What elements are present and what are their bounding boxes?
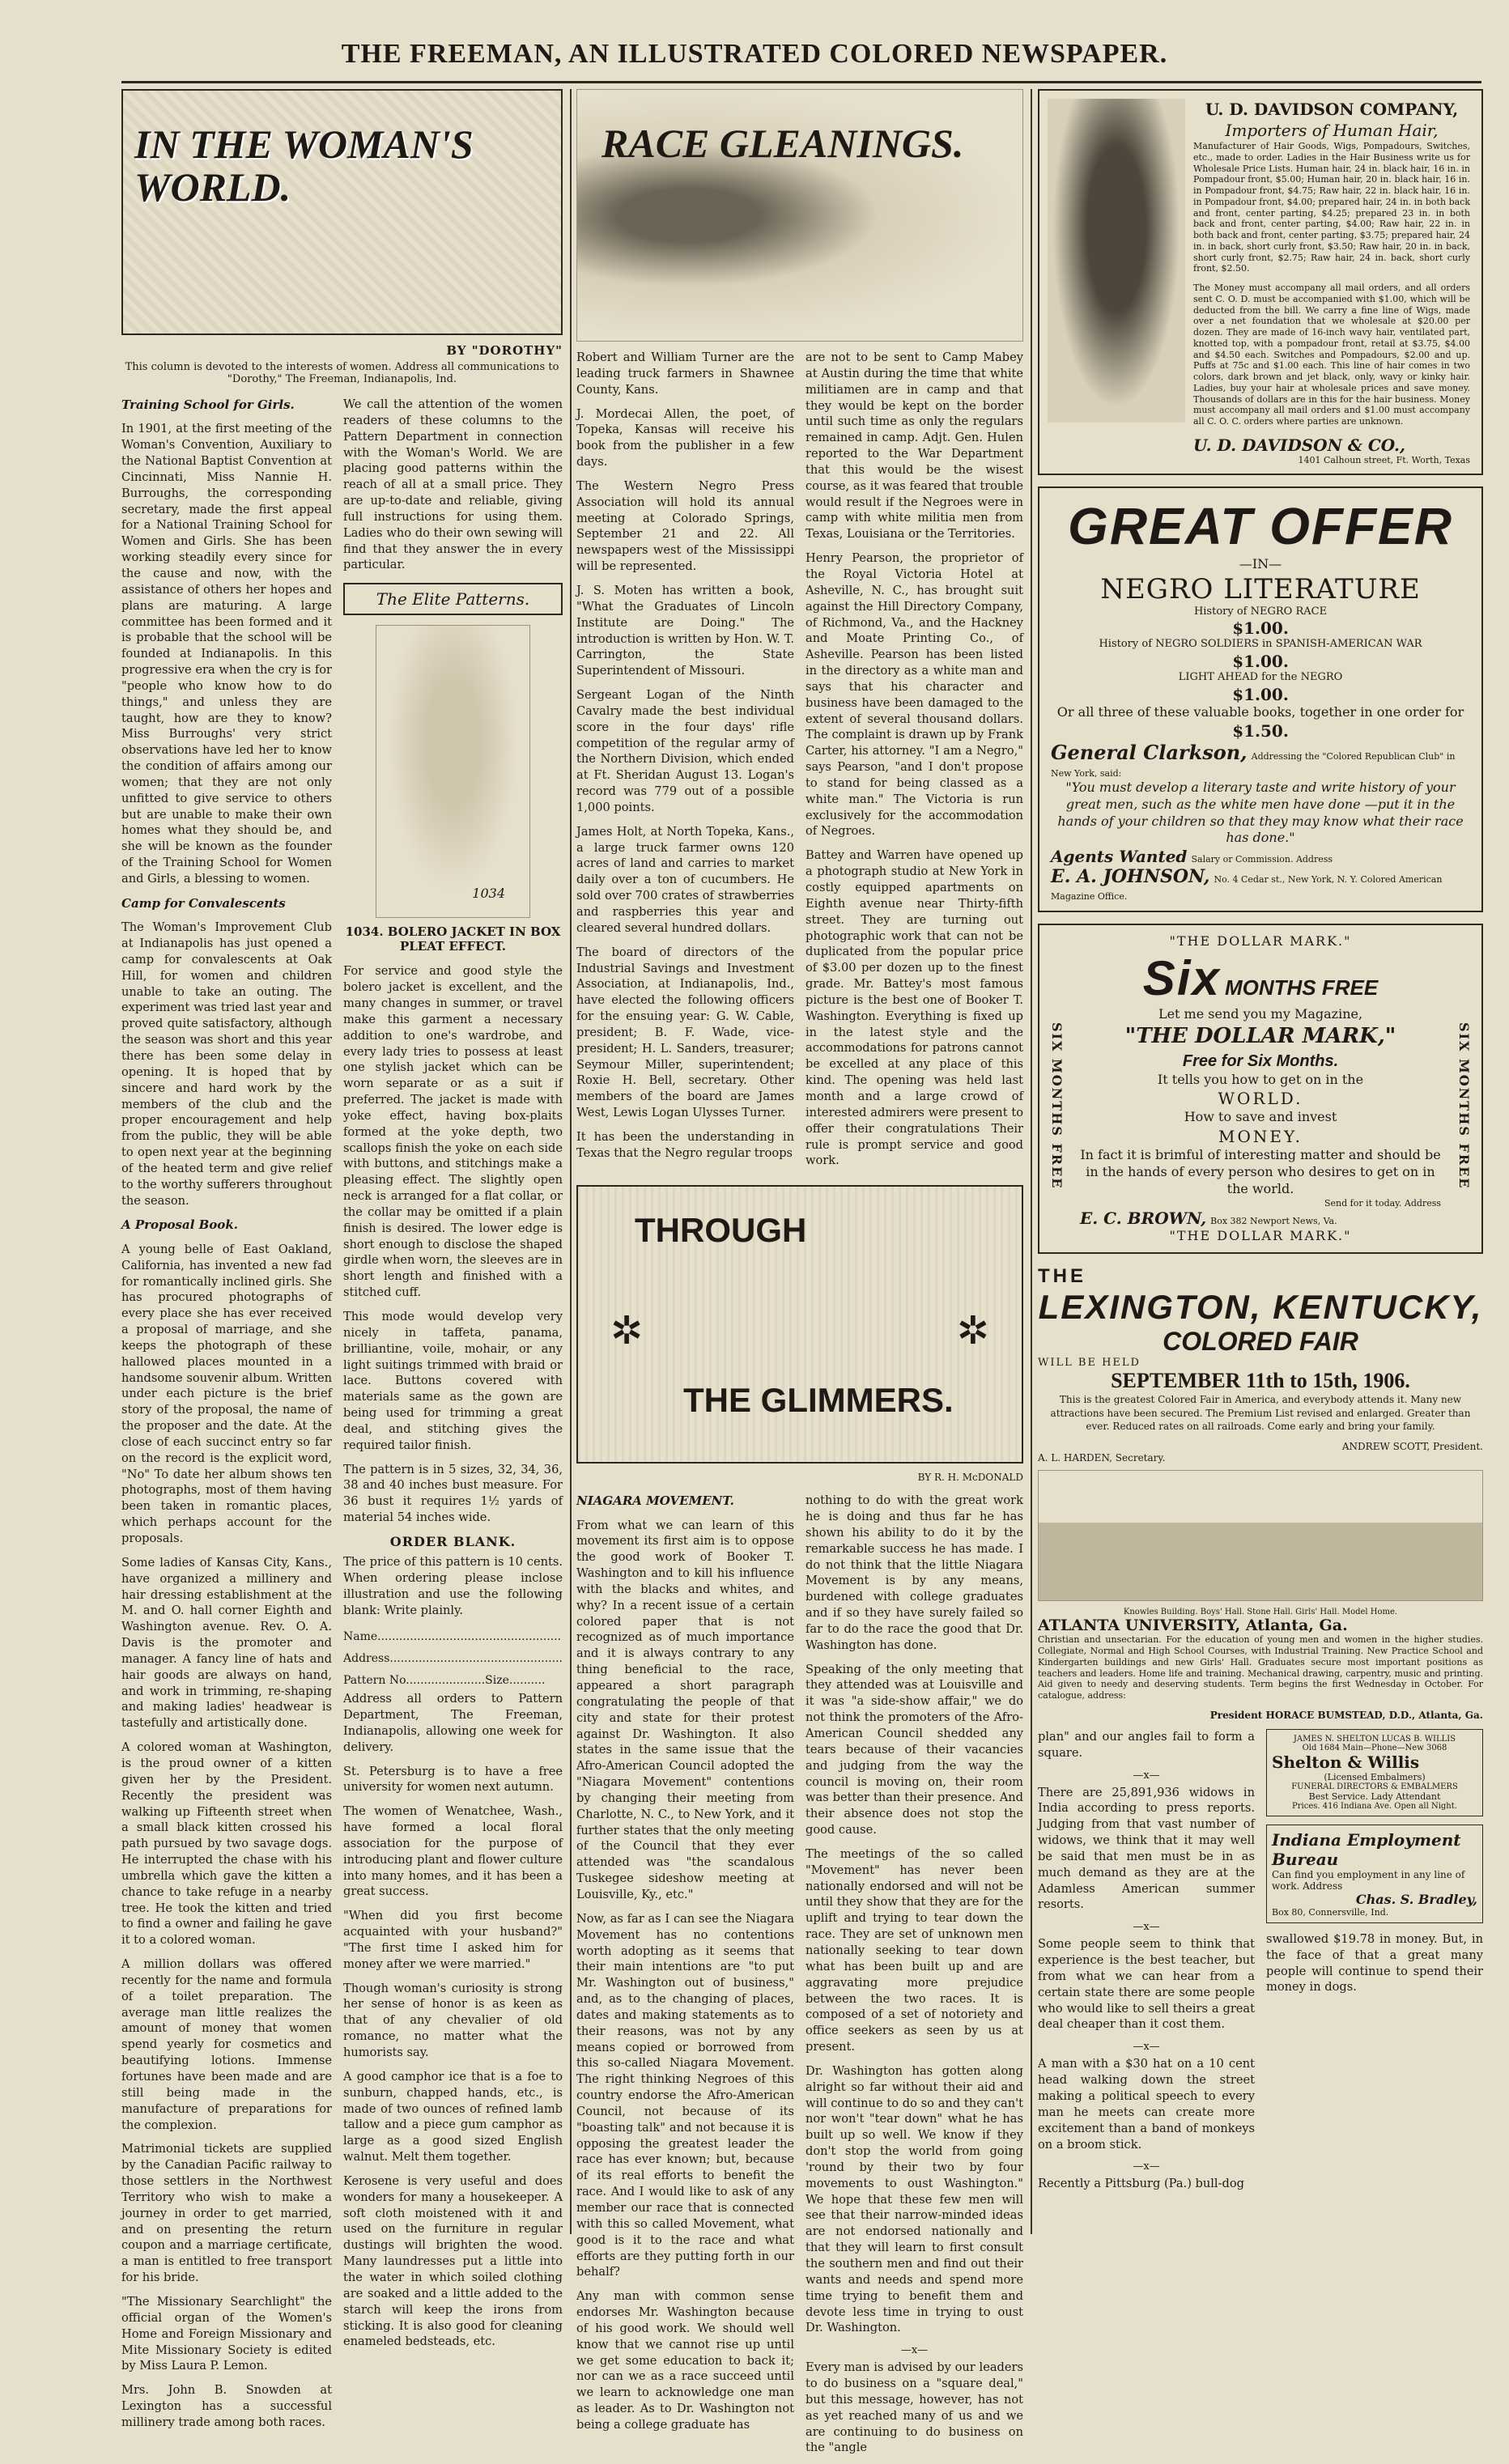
separator: —x— [1133, 2041, 1160, 2054]
offer-quote: "You must develop a literary taste and write history of your great men, such as the white men have done —put it in the hands of your children so that they may know what their race has done." [1057, 780, 1464, 846]
article-text: Mrs. John B. Snowden at Lexington has a successful millinery trade among both races. [121, 2383, 332, 2429]
separator: —x— [1133, 2160, 1160, 2173]
star-ornament-icon: ✲ [956, 1308, 989, 1354]
glimmers-byline: BY R. H. McDONALD [917, 1472, 1023, 1484]
article-text: The women of Wenatchee, Wash., have formed a local floral association for the purpose of introducing plant and flower culture into many homes, and it has been a great success. [343, 1804, 563, 1899]
star-ornament-icon: ✲ [610, 1308, 644, 1354]
subcol-left [576, 1493, 794, 2464]
offer-item: LIGHT AHEAD for the NEGRO [1178, 671, 1343, 684]
article-text: Dr. Washington has gotten along alright so far without their aid and will continue to do so and they can't nor won't "tear down" what he has built up so well. We know if they don't stop the world from going 'round by their two by four movements to oust Washington." We hope that these few men will see that their narrow-minded ideas are not endorsed nationally and that they will learn to first consult the southern men and find out their wants and needs and spend more time trying to benefit them and devote less time in trying to oust Dr. Washington. [806, 2063, 1023, 2335]
lex-text: This is the greatest Colored Fair in America, and everybody attends it. Many new attractions have been secured. The Premium List revised and enlarged. Greater than ever. Reduced rates on all railroads. Come early and bring your family. [1050, 1394, 1471, 1432]
article-text: Every man is advised by our leaders to do business on a "square deal," but this message, however, has not as yet reached many of us and we are continuing to do business on the "angle [806, 2360, 1023, 2455]
article-text: We call the attention of the women readers of these columns to the Pattern Department in connection with the Woman's World. We are placing good patterns within the reach of all at a small price. They are up-to-date and reliable, giving full instructions for using them. Ladies who do their own sewing will find that they answer the in every particular. [343, 397, 563, 572]
article-text: A young belle of East Oakland, California, has invented a new fad for romantically inclined girls. She has procured photographs of every place she has ever received a proposal of marriage, and she keeps the photograph of these hallowed places mounted in a handsome souvenir album. Written under each picture is the brief story of the proposal, the name of the proposer and the date. At the close of each succinct entry so far on the record is the explicit word, "No" To date her album shows ten photographs, most of them having been taken in romantic places, which perhaps account for the proposals. [121, 1242, 332, 1546]
column-race-gleanings [576, 89, 1023, 2455]
column-note: This column is devoted to the interests of women. Address all communications to "Dorothy," The Freeman, Indianapolis, Ind. [125, 361, 559, 385]
article-text: Now, as far as I can see the Niagara Movement has no contentions worth adopting as it seems that their main intentions are "to put Mr. Washington out of business," and, as to the changing of places, dates and making statements as to their reasons, was not by any means copied or borrowed from this so-called Niagara Movement. The right thinking Negroes of this country endorse the Afro-American Council, not because of its "boasting talk" and not because it is opposing the greatest leader the race has ever known; but, because of its real efforts to benefit the race. And I would like to ask of any member our race that is connected with this so called Movement, what good is it to the race and what efforts are they putting forth in our behalf? [576, 1911, 794, 2279]
dollar-mark-address: Box 382 Newport News, Va. [1210, 1215, 1337, 1226]
order-field-address: Address................................................ [343, 1651, 563, 1665]
article-text: In 1901, at the first meeting of the Woman's Convention, Auxiliary to the National Baptist Convention at Cincinnati, Miss Nannie H. Burroughs, the corresponding secretary, made the first appeal for a National Training School for Women and Girls. She has been working steadily every since for the cause and now, with the assistance of others her hopes and plans are maturing. A large committee has been formed and it is probable that the school will be founded at Indianapolis. In this progressive era when the cry is for "people who know how to do things," and unless they are taught, how are they to know? Miss Burroughs' very strict observations have led her to know the condition of affairs among our women; that they are not only unfitted to give service to others but are unable to make their own homes what they should be, and she will be known as the founder of the Training School for Women and Girls, a blessing to women. [121, 422, 332, 886]
campus-labels: Knowles Building. Boys' Hall. Stone Hall. Girls' Hall. Model Home. [1123, 1608, 1398, 1617]
article-text: Sergeant Logan of the Ninth Cavalry made the best individual score in the four days' rifle competition of the regular army of the Northern Division, which ended at Ft. Sheridan August 13. Logan's record was 779 out of a possible 1,000 points. [576, 688, 794, 814]
sidehead: Training School for Girls. [121, 397, 295, 412]
article-text: From what we can learn of this movement its first aim is to oppose the good work of Booker T. Washington and to kill his influence with the blacks and whites, and why? In a recent issue of a certain colored paper that is not recognized as of much importance and it is always contrary to any thing beneficial to the race, appeared a short paragraph congratulating the people of that city and state for their protest against Dr. Washington. It also states in the same issue that the Afro-American Council adopted the "Niagara Movement" contentions by changing their meeting from Charlotte, N. C., to New York, and it further states that the only meeting of the Council that they ever attended was "the scandalous Tuskegee sideshow meeting at Louisville, Ky., etc." [576, 1518, 794, 1901]
dollar-mark-world: WORLD. [1218, 1089, 1303, 1109]
article-text: swallowed $19.78 in money. But, in the face of that a great many people will continue to spend their money in dogs. [1266, 1931, 1483, 1995]
subcol-left [121, 397, 332, 2439]
offer-price: $1.00. [1232, 618, 1289, 639]
sw-names: JAMES N. SHELTON LUCAS B. WILLIS [1293, 1734, 1456, 1744]
article-text: The Western Negro Press Association will hold its annual meeting at Colorado Springs, September 21 and 22. All newspapers west of the Mississippi will be represented. [576, 478, 794, 574]
lex-will: WILL BE HELD [1038, 1357, 1141, 1370]
dollar-mark-side-right: SIX MONTHS FREE [1456, 1022, 1472, 1190]
ieb-title: Indiana Employment Bureau [1272, 1829, 1461, 1869]
column-rule [570, 89, 572, 2234]
offer-agents: Agents Wanted [1051, 847, 1188, 867]
lex-secretary: A. L. HARDEN, Secretary. [1038, 1452, 1166, 1464]
race-gleanings-heading-art [576, 89, 1023, 342]
article-text: The board of directors of the Industrial Savings and Investment Association, at Indianapolis, Ind., have elected the following officers for the ensuing year: G. W. Cable, president; B. F. Wade, vice-president; H. L. Sanders, treasurer; Seymour Miller, superintendent; Roxie H. Bell, secretary. Other members of the board are James West, Lewis Logan Ulysses Turner. [576, 945, 794, 1120]
through-the-glimmers-heading-art [576, 1185, 1023, 1464]
article-text: This mode would develop very nicely in taffeta, panama, brilliantine, voile, mohair, or any light suitings trimmed with braid or lace. Buttons covered with materials same as the gown are being used for trimming a great deal, and stitching gives the required tailor finish. [343, 1310, 563, 1452]
dollar-mark-side-left: SIX MONTHS FREE [1049, 1022, 1065, 1190]
two-columns [121, 397, 563, 2439]
bolero-jacket-illustration [376, 625, 530, 918]
article-text: plan" and our angles fail to form a square. [1038, 1729, 1255, 1760]
article-text: J. S. Moten has written a book, "What the Graduates of Lincoln Institute are Doing." The introduction is written by Hon. W. T. Carrington, the State Superintendent of Missouri. [576, 583, 794, 678]
article-text: A million dollars was offered recently for the name and formula of a toilet preparation. The average man little realizes the amount of money that women spend yearly for cosmetics and beautifying lotions. Immense fortunes have been made and are still being made in the manufacture of preparations for the complexion. [121, 1957, 332, 2132]
article-text: Address all orders to Pattern Department, The Freeman, Indianapolis, allowing one week for delivery. [343, 1692, 563, 1754]
separator: —x— [1133, 1769, 1160, 1782]
dollar-mark-money: MONEY. [1218, 1127, 1303, 1147]
offer-price: $1.50. [1232, 721, 1289, 741]
article-text: Robert and William Turner are the leading truck farmers in Shawnee County, Kans. [576, 350, 794, 397]
dollar-mark-text: Let me send you my Magazine, [1158, 1006, 1363, 1022]
subcol-right [806, 350, 1023, 1177]
subcol-left [576, 350, 794, 1177]
sw-phone: Old 1684 Main—Phone—New 3068 [1302, 1743, 1447, 1752]
article-text: Kerosene is very useful and does wonders for many a housekeeper. A soft cloth moistened with it and used on the furniture in regular dustings will brighten the wood. Many laundresses put a little into the water in which soiled clothing are soaked and a little added to the starch will keep the irons from sticking. It is also good for cleaning enameled bedsteads, etc. [343, 2173, 563, 2349]
article-text: Matrimonial tickets are supplied by the Canadian Pacific railway to those settlers in the Northwest Territory who wish to make a journey in order to get married, and on presenting the return coupon and a marriage certificate, a man is entitled to free transport for his bride. [121, 2142, 332, 2285]
dollar-mark-free: Free for Six Months. [1182, 1051, 1339, 1070]
article-text: Battey and Warren have opened up a photograph studio at New York in costly equipped apartments on Eighth avenue near Thirty-fifth street. They are turning out photographic work that can not be duplicated from the popular price of $3.00 per dozen up to the finest grade. Mr. Battey's most famous picture is the best one of Booker T. Washington. Everything is fixed up in the latest style and the accommodations for patrons cannot be excelled at any place of this kind. The opening was held last month and a large crowd of interested admirers were present to offer their congratulations Their rule is prompt service and good work. [806, 848, 1023, 1168]
davidson-text: Manufacturer of Hair Goods, Wigs, Pompadours, Switches, etc., made to order. Ladies in the Hair Business write us for Wholesale Price Lists. Human hair, 24 in. black hair, 16 in. in Pompadour front, $5.00; Human hair, 20 in. black hair, 16 in. in Pompadour front, $4.75; Raw hair, 22 in. black hair, 16 in. in Pompadour front, $4.00; prepared hair, 24 in. in both back and front, center parting, $4.25; prepared 23 in. in both back and front, center parting, $4.00; Raw hair, 22 in. in both back and front, center parting, $3.75; prepared hair, 24 in. in back, short curly front, $3.50; Raw hair, 20 in. in back, short curly front, $2.75; Raw hair, 24 in. back, short curly front, $2.50. [1193, 141, 1470, 274]
offer-price: $1.00. [1232, 685, 1289, 705]
article-text: Speaking of the only meeting that they attended was at Louisville and it was "a side-show affair," we do not think the promoters of the Afro-American Council shedded any tears because of their vacancies and judging from the way the council is moving on, their room was better than their presence. And their absence does not stop the good cause. [806, 1662, 1023, 1837]
two-columns [1038, 1729, 1483, 2200]
race-gleanings-heading: RACE GLEANINGS. [601, 121, 964, 166]
article-text: A colored woman at Washington, is the proud owner of a kitten given her by the President. Recently the president was walking up Fifteenth street when a small black kitten crossed his path pursued by two savage dogs. He interrupted the chase with his umbrella which gave the kitten a chance to take refuge in a nearby tree. He took the kitten and tried to find a owner and failing he gave it to a colored woman. [121, 1740, 332, 1948]
article-text: J. Mordecai Allen, the poet, of Topeka, Kansas will receive his book from the publisher in a few days. [576, 406, 794, 469]
subcol-right [1266, 1729, 1483, 2200]
lex-colored-fair: COLORED FAIR [1163, 1327, 1358, 1357]
article-text: The Woman's Improvement Club at Indianapolis has just opened a camp for convalescents at Oak Hill, for women and children unable to take an outing. The experiment was tried last year and proved quite satisfactory, although the season was short and this year there has been some delay in opening. It is hoped that by sincere and hard work by the members of the club and the proper encouragement and help from the public, they will be able to open next year at the beginning of the heated term and give relief to the worthy sufferers throughout the season. [121, 920, 332, 1208]
davidson-signature: U. D. DAVIDSON & CO., [1193, 435, 1405, 455]
subcol-right [343, 397, 563, 2439]
byline: BY "DOROTHY" [446, 343, 563, 358]
offer-item: History of NEGRO SOLDIERS in SPANISH-AMERICAN WAR [1099, 638, 1422, 651]
subcol-left [1038, 1729, 1255, 2200]
top-rule [121, 81, 1481, 83]
column-rule [1031, 89, 1032, 2234]
figure-number: 1034 [472, 886, 505, 902]
dollar-mark-six: Six [1142, 951, 1221, 1005]
offer-general: General Clarkson, [1051, 741, 1248, 765]
ieb-signature: Chas. S. Bradley, [1355, 1891, 1477, 1907]
order-field-name: Name................................................... [343, 1630, 562, 1644]
employment-bureau-ad [1266, 1825, 1483, 1923]
article-text: Recently a Pittsburg (Pa.) bull-dog [1038, 2177, 1244, 2191]
lex-president: ANDREW SCOTT, President. [1341, 1441, 1483, 1453]
glimmers-title-bottom: THE GLIMMERS. [683, 1381, 954, 1420]
order-field-pattern: Pattern No......................Size.......... [343, 1673, 546, 1687]
lex-date: SEPTEMBER 11th to 15th, 1906. [1111, 1369, 1410, 1393]
article-text: Any man with common sense endorses Mr. Washington because of his good work. We should well know that we cannot rise up until we get some education to back it; nor can we as a race succeed until we learn to acknowledge one man as leader. As to Dr. Washington not being a college graduate has [576, 2289, 794, 2432]
subcol-right [806, 1493, 1023, 2464]
davidson-text: The Money must accompany all mail orders, and all orders sent C. O. D. must be accompanied with $1.00, which will be deducted from the bill. We carry a fine line of Wigs, made over a net foundation that we wholesale at $20.00 per dozen. They are made of 16-inch wavy hair, ventilated part, knotted top, with a pompadour front, retail at $3.75, $4.00 and $4.50 each. Switches and Pompadours, $2.00 and up. Puffs at 75c and $1.00 each. This line of hair comes in two colors, dark brown and jet black, only, wavy or kinky hair. Ladies, buy your hair at wholesale prices and save money. Thousands of dollars are in this for the hair business. Money must accompany all mail orders and $1.00 must accompany all C. O. C. orders where parties are unknown. [1193, 283, 1470, 427]
lex-title: LEXINGTON, KENTUCKY, [1038, 1288, 1483, 1327]
dollar-mark-bottom: "THE DOLLAR MARK." [1169, 1227, 1352, 1243]
wig-illustration [1048, 99, 1185, 423]
sw-title: Shelton & Willis [1272, 1752, 1420, 1772]
lex-the: THE [1038, 1265, 1086, 1288]
davidson-address: 1401 Calhoun street, Ft. Worth, Texas [1298, 454, 1470, 465]
offer-agents-note: Salary or Commission. Address [1191, 854, 1333, 865]
womans-world-heading: IN THE WOMAN'S WORLD. [134, 121, 474, 210]
offer-signature: E. A. JOHNSON, [1051, 866, 1210, 888]
dollar-mark-text: It tells you how to get on in the [1157, 1071, 1364, 1087]
article-text: The price of this pattern is 10 cents. When ordering please inclose illustration and use the following blank: Write plainly. [343, 1554, 563, 1617]
column-womans-world [121, 89, 563, 2429]
figure-caption: 1034. BOLERO JACKET IN BOX PLEAT EFFECT. [345, 924, 561, 954]
sw-licensed: (Licensed Embalmers) [1324, 1771, 1426, 1782]
atlanta-president: President HORACE BUMSTEAD, D.D., Atlanta, Ga. [1209, 1709, 1483, 1721]
atlanta-title: ATLANTA UNIVERSITY, Atlanta, Ga. [1038, 1616, 1348, 1635]
ieb-address: Box 80, Connersville, Ind. [1272, 1906, 1389, 1918]
article-text: Though woman's curiosity is strong her sense of honor is as keen as that of any chevalier of old romance, no matter what the humorists say. [343, 1981, 563, 2059]
great-offer-ad [1038, 486, 1483, 912]
separator: —x— [1133, 1921, 1160, 1934]
article-text: For service and good style the bolero jacket is excellent, and the many changes in summer, or travel make this garment a necessary addition to one's wardrobe, and every lady tries to possess at least one stylish jacket which can be worn separate or as a suit if preferred. The jacket is made with yoke effect, having box-plaits formed at the yoke depth, two scallops finish the yoke on each side with buttons, and stitchings make a pleasing effect. The slightly open neck is arranged for a flat collar, or the collar may be omitted if a plain finish is desired. The lower edge is short enough to disclose the shaped girdle when worn, the sleeves are in short length and finished with a stitched cuff. [343, 964, 563, 1300]
article-text: "The Missionary Searchlight" the official organ of the Women's Home and Foreign Missionary and Mite Missionary Society is edited by Miss Laura P. Lemon. [121, 2294, 332, 2373]
dollar-mark-signature: E. C. BROWN, [1080, 1208, 1207, 1228]
article-text: There are 25,891,936 widows in India according to press reports. Judging from that vast number of widows, we think that it may well be said that men must be in as much demand as they are at the Adamless American summer resorts. [1038, 1785, 1255, 1912]
dollar-mark-ad [1038, 924, 1483, 1254]
sw-service: Best Service. Lady Attendant [1308, 1791, 1441, 1802]
article-text: "When did you first become acquainted with your husband?" "The first time I asked him for money after we were married." [343, 1909, 563, 1971]
article-text: Henry Pearson, the proprietor of the Royal Victoria Hotel at Asheville, N. C., has brought suit against the Hill Directory Company, of Richmond, Va., and the Hackney and Moate Printing Co., of Asheville. Pearson has been listed in the directory as a white man and says that his character and business have been damaged to the extent of several thousand dollars. The complaint is drawn up by Frank Carter, his attorney. "I am a Negro," says Pearson, "and I don't propose to stand for being classed as a white man." The Victoria is run exclusively for the accommodation of Negroes. [806, 551, 1023, 839]
atlanta-text: Christian and unsectarian. For the education of young men and women in the higher studies. Collegiate, Normal and High School Courses, with Industrial Training. New Practice School and Kindergarten buildings and new Girls' Hall. Graduates secure most important positions as teachers and leaders. Home life and training. Mechanical drawing, carpentry, music and printing. Aid given to needy and deserving students. Term begins the first Wednesday in October. For catalogue, address: [1038, 1634, 1483, 1701]
womans-world-heading-art [121, 89, 563, 335]
article-text: are not to be sent to Camp Mabey at Austin during the time that white militiamen are in camp and that they would be kept on the border until such time as only the regulars remained in camp. Adjt. Gen. Hulen reported to the War Department that this would be the wisest course, as it was feared that trouble would result if the Negroes were in camp with white militia men from Texas, Louisiana or the Territories. [806, 350, 1023, 542]
shelton-willis-ad [1266, 1729, 1483, 1816]
atlanta-university-ad [1038, 1470, 1483, 1721]
column-advertisements [1038, 89, 1483, 2234]
article-text: The meetings of the so called "Movement" has never been nationally endorsed and will not be until they show that they are for the uplift and trying to tear down the race. They are set of unknown men nationally seeking to tear down what has been built up and are aggravating more prejudice between the two races. It is composed of a set of notoriety and office seekers as seen by us at present. [806, 1846, 1023, 2054]
sidehead: A Proposal Book. [121, 1217, 238, 1233]
article-text: St. Petersburg is to have a free university for women next autumn. [343, 1764, 563, 1795]
offer-price: $1.00. [1232, 652, 1289, 672]
great-offer-heading: GREAT OFFER [1068, 496, 1453, 555]
offer-signature-address: No. 4 Cedar st., New York, N. Y. Colored American Magazine Office. [1051, 874, 1443, 903]
dollar-mark-top: "THE DOLLAR MARK." [1169, 933, 1352, 949]
offer-negro-literature: NEGRO LITERATURE [1100, 572, 1421, 605]
article-text: nothing to do with the great work he is doing and thus far he has shown his ability to do it by the remarkable success he has made. I do not think that the little Niagara Movement is by any means, burdened with college graduates and if so they have surely failed so far to do the race the good that Dr. Washington has done. [806, 1493, 1023, 1652]
dollar-mark-title: "THE DOLLAR MARK," [1124, 1023, 1396, 1048]
dollar-mark-send: Send for it today. Address [1324, 1197, 1441, 1209]
dollar-mark-text: How to save and invest [1184, 1109, 1337, 1125]
masthead: THE FREEMAN, AN ILLUSTRATED COLORED NEWSPAPER. [341, 39, 1168, 69]
davidson-ad [1038, 89, 1483, 475]
article-text: A man with a $30 hat on a 10 cent head walking down the street making a political speech to every man he meets can create more excitement than a band of monkeys on a broom stick. [1038, 2057, 1255, 2152]
article-text: A good camphor ice that is a foe to sunburn, chapped hands, etc., is made of two ounces of refined lamb tallow and a piece gum camphor as large as a good sized English walnut. Melt them together. [343, 2069, 563, 2164]
sw-address: Prices. 416 Indiana Ave. Open all Night. [1292, 1801, 1457, 1811]
offer-item: Or all three of these valuable books, together in one order for [1056, 704, 1464, 720]
lexington-fair-ad [1038, 1265, 1483, 1464]
sidehead: Camp for Convalescents [121, 895, 286, 911]
davidson-title: U. D. DAVIDSON COMPANY, [1205, 100, 1459, 119]
order-blank-title: ORDER BLANK. [389, 1533, 516, 1549]
two-columns [576, 1493, 1023, 2464]
two-columns [576, 350, 1023, 1177]
article-text: James Holt, at North Topeka, Kans., a large truck farmer owns 120 acres of land and carries to market daily over a ton of cucumbers. He sold over 700 crates of strawberries and raspberries this year and cleared several hundred dollars. [576, 824, 794, 935]
article-text: Some people seem to think that experience is the best teacher, but from what we can hear from a certain state there are some people who would like to sell theirs a great deal cheaper than it cost them. [1038, 1937, 1255, 2032]
article-text: Some ladies of Kansas City, Kans., have organized a millinery and hair dressing establishment at the M. and O. hall corner Eighth and Washington avenue. Rev. O. A. Davis is the promoter and manager. A fancy line of hats and hair goods are always on hand, and work in trimming, re-shaping and making ladies' headwear is tastefully and artistically done. [121, 1555, 332, 1731]
davidson-subtitle: Importers of Human Hair, [1225, 121, 1439, 140]
article-text: It has been the understanding in Texas that the Negro regular troops [576, 1129, 794, 1160]
sw-funeral: FUNERAL DIRECTORS & EMBALMERS [1291, 1782, 1458, 1791]
dollar-mark-text: In fact it is brimful of interesting matter and should be in the hands of every person who desires to get on in the world. [1080, 1147, 1441, 1196]
ieb-text: Can find you employment in any line of work. Address [1272, 1868, 1465, 1892]
offer-item: History of NEGRO RACE [1193, 605, 1328, 618]
niagara-title: NIAGARA MOVEMENT. [576, 1493, 734, 1509]
offer-general-note: Addressing the "Colored Republican Club" in New York, said: [1051, 751, 1456, 780]
elite-patterns-heading: The Elite Patterns. [343, 583, 563, 615]
separator: —x— [900, 2344, 929, 2357]
article-text: The pattern is in 5 sizes, 32, 34, 36, 38 and 40 inches bust measure. For 36 bust it requires 1½ yards of material 54 inches wide. [343, 1462, 563, 1525]
offer-in: —IN— [1239, 555, 1282, 571]
glimmers-title-top: THROUGH [635, 1211, 807, 1250]
dollar-mark-months: MONTHS FREE [1224, 975, 1379, 1000]
campus-illustration [1038, 1470, 1483, 1601]
